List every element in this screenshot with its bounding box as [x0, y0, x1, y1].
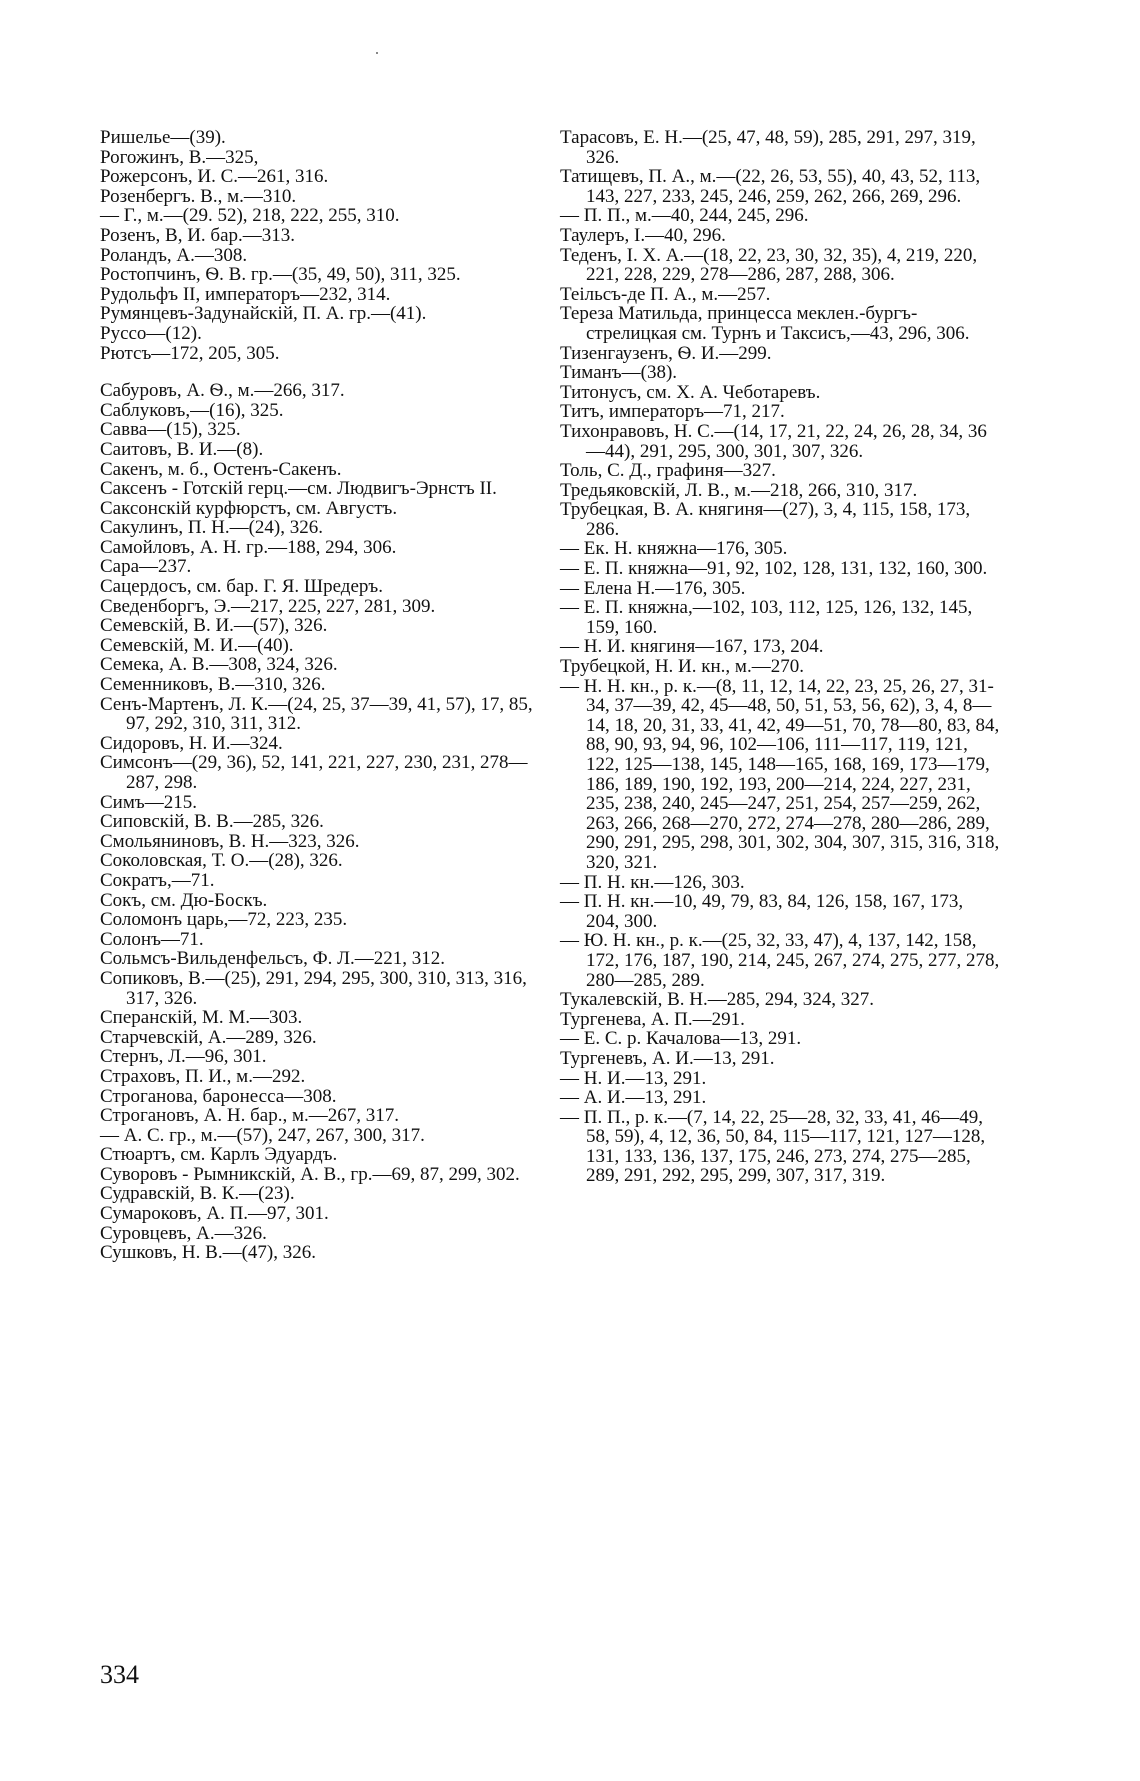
index-column-right [560, 128, 1000, 1186]
index-entry: Тереза Матильда, принцесса меклен.-бургъ-стрелицкая см. Турнъ и Таксисъ,—43, 296, 306. [560, 303, 970, 344]
index-entry: Рудольфъ II, императоръ—232, 314. [100, 283, 391, 305]
index-entry: Саксенъ - Готскій герц.—см. Людвигъ-Эрнстъ II. [100, 478, 497, 500]
index-entry: Румянцевъ-Задунайскій, П. А. гр.—(41). [100, 303, 427, 325]
index-entry: Тургенева, А. П.—291. [560, 1008, 745, 1030]
page-number: 334 [100, 1660, 139, 1689]
index-entry: Толь, С. Д., графиня—327. [560, 460, 776, 482]
index-entry: — Г., м.—(29. 52), 218, 222, 255, 310. [100, 205, 400, 227]
index-entry: Сольмсъ-Вильденфельсъ, Ф. Л.—221, 312. [100, 948, 445, 970]
index-entry: Трубецкой, Н. И. кн., м.—270. [560, 656, 804, 678]
index-entry: Солонъ—71. [100, 928, 204, 950]
index-entry: Суровцевъ, А.—326. [100, 1222, 267, 1244]
index-entry: Стернъ, Л.—96, 301. [100, 1046, 267, 1068]
index-entry: — Е. П. княжна—91, 92, 102, 128, 131, 132, 160, 300. [560, 558, 988, 580]
index-entry: Тредьяковскій, Л. В., м.—218, 266, 310, 317. [560, 479, 918, 501]
index-entry: Симсонъ—(29, 36), 52, 141, 221, 227, 230, 231, 278—287, 298. [100, 752, 528, 793]
index-entry: — П. Н. кн.—10, 49, 79, 83, 84, 126, 158, 167, 173, 204, 300. [560, 891, 964, 932]
index-entry: Самойловъ, А. Н. гр.—188, 294, 306. [100, 536, 397, 558]
index-entry: Сведенборгъ, Э.—217, 225, 227, 281, 309. [100, 595, 436, 617]
index-entry: Саитовъ, В. И.—(8). [100, 438, 264, 460]
index-entry: Судравскій, В. К.—(23). [100, 1183, 295, 1205]
index-entry: Рогожинъ, В.—325, [100, 146, 259, 168]
index-entry: Сопиковъ, В.—(25), 291, 294, 295, 300, 310, 313, 316, 317, 326. [100, 967, 527, 1009]
index-entry: Старчевскій, А.—289, 326. [100, 1026, 317, 1048]
index-entry: Семенниковъ, В.—310, 326. [100, 674, 326, 696]
index-entry: Саксонскій курфюрстъ, см. Августъ. [100, 497, 398, 519]
index-entry: Рютсъ—172, 205, 305. [100, 342, 280, 364]
index-entry: Татищевъ, П. А., м.—(22, 26, 53, 55), 40, 43, 52, 113, 143, 227, 233, 245, 246, 259, 262, 266, 269, 296. [560, 166, 981, 207]
index-entry: Сиповскій, В. В.—285, 326. [100, 811, 324, 833]
index-entry: Тукалевскій, В. Н.—285, 294, 324, 327. [560, 989, 874, 1011]
index-column-left [100, 128, 540, 1263]
index-entry: Трубецкая, В. А. княгиня—(27), 3, 4, 115, 158, 173, 286. [560, 499, 971, 540]
index-entry: — Е. С. р. Качалова—13, 291. [560, 1028, 802, 1050]
index-entry: Ростопчинъ, Ѳ. В. гр.—(35, 49, 50), 311, 325. [100, 264, 461, 286]
speck [376, 52, 378, 54]
index-entry: Тихонравовъ, Н. С.—(14, 17, 21, 22, 24, 26, 28, 34, 36—44), 291, 295, 300, 301, 307, 326. [560, 420, 987, 462]
index-entry: — А. И.—13, 291. [560, 1087, 707, 1109]
index-entry: Страховъ, П. И., м.—292. [100, 1065, 306, 1087]
index-entry: Розенбергъ. В., м.—310. [100, 185, 297, 207]
index-entry: Таулеръ, I.—40, 296. [560, 224, 726, 246]
index-entry: — Н. И. княгиня—167, 173, 204. [560, 636, 824, 658]
index-entry: Сакулинъ, П. Н.—(24), 326. [100, 517, 323, 539]
index-entry: Соломонъ царь,—72, 223, 235. [100, 909, 348, 931]
index-entry: Сацердосъ, см. бар. Г. Я. Шредеръ. [100, 576, 383, 598]
index-entry: — Елена Н.—176, 305. [560, 577, 746, 599]
index-entry: — Н. Н. кн., р. к.—(8, 11, 12, 14, 22, 23, 25, 26, 27, 31- 34, 37—39, 42, 45—48, 50, 51, 53, 56, 62), 3, 4, 8—14, 18, 20, 31, 33, 41, 42, 49—51, 70, 78—80, 83, 84, 88, 90, 93, 94, 96, 102—106, 111—117, 119, 121, 122, 125—138, 145, 148—165, 168, 169, 173—179, 186, 189, 190, 192, 193, 200—214, 224, 227, 231, 235, 238, 240, 245—247, 251, 254, 257—259, 262, 263, 266, 268—270, 272, 274—278, 280—286, 289, 290, 291, 295, 298, 301, 302, 304, 307, 315, 316, 318, 320, 321. [560, 675, 1000, 873]
index-entry: Строгановъ, А. Н. бар., м.—267, 317. [100, 1105, 399, 1127]
index-entry: Соколовская, Т. О.—(28), 326. [100, 850, 343, 872]
index-entry: Суворовъ - Рымникскій, А. В., гр.—69, 87, 299, 302. [100, 1163, 520, 1185]
index-entry: Ришелье—(39). [100, 127, 226, 148]
index-entry: Строганова, баронесса—308. [100, 1085, 337, 1107]
index-entry: — Ю. Н. кн., р. к.—(25, 32, 33, 47), 4, 137, 142, 158, 172, 176, 187, 190, 214, 245, 267, 274, 275, 277, 278, 280—285, 289. [560, 930, 1000, 991]
index-entry: Сократъ,—71. [100, 869, 215, 891]
index-entry: — А. С. гр., м.—(57), 247, 267, 300, 317. [100, 1124, 425, 1146]
index-entry: Саблуковъ,—(16), 325. [100, 399, 284, 421]
index-entry: Титонусъ, см. X. А. Чеботаревъ. [560, 381, 821, 403]
index-entry: Семека, А. В.—308, 324, 326. [100, 654, 338, 676]
index-entry: Рожерсонъ, И. С.—261, 316. [100, 166, 329, 188]
index-entry: Сидоровъ, Н. И.—324. [100, 732, 283, 754]
index-entry: Титъ, императоръ—71, 217. [560, 401, 785, 423]
index-entry: — Н. И.—13, 291. [560, 1067, 707, 1089]
index-entry: Стюартъ, см. Карлъ Эдуардъ. [100, 1144, 338, 1166]
index-entry: — Ек. Н. княжна—176, 305. [560, 538, 788, 560]
index-entry: Сабуровъ, А. Ѳ., м.—266, 317. [100, 380, 345, 402]
index-entry: Тизенгаузенъ, Ѳ. И.—299. [560, 342, 772, 364]
index-entry: — П. Н. кн.—126, 303. [560, 871, 745, 893]
index-entry: Сумароковъ, А. П.—97, 301. [100, 1203, 329, 1225]
index-entry: Роландъ, А.—308. [100, 244, 248, 266]
index-entry: Смольяниновъ, В. Н.—323, 326. [100, 830, 360, 852]
index-entry: Розенъ, В, И. бар.—313. [100, 224, 296, 246]
index-entry: Симъ—215. [100, 791, 197, 813]
index-entry: Семевскій, М. И.—(40). [100, 634, 294, 656]
section-gap [100, 363, 540, 381]
index-entry: Сокъ, см. Дю-Боскъ. [100, 889, 268, 911]
index-entry: Теільсъ-де П. А., м.—257. [560, 283, 771, 305]
index-entry: Сушковъ, Н. В.—(47), 326. [100, 1242, 316, 1264]
index-entry: Руссо—(12). [100, 322, 202, 344]
index-entry: Тиманъ—(38). [560, 362, 678, 384]
index-entry: Сенъ-Мартенъ, Л. К.—(24, 25, 37—39, 41, 57), 17, 85, 97, 292, 310, 311, 312. [100, 693, 533, 735]
index-entry: — Е. П. княжна,—102, 103, 112, 125, 126, 132, 145, 159, 160. [560, 597, 973, 638]
index-entry: Теденъ, I. X. А.—(18, 22, 23, 30, 32, 35), 4, 219, 220, 221, 228, 229, 278—286, 287, 288, 306. [560, 244, 978, 286]
index-entry: — П. П., м.—40, 244, 245, 296. [560, 205, 809, 227]
index-entry: — П. П., р. к.—(7, 14, 22, 25—28, 32, 33, 41, 46—49, 58, 59), 4, 12, 36, 50, 84, 115—117, 121, 127—128, 131, 133, 136, 137, 175, 246, 273, 274, 275—285, 289, 291, 292, 295, 299, 307, 317, 319. [560, 1106, 986, 1187]
index-entry: Сакенъ, м. б., Остенъ-Сакенъ. [100, 458, 342, 480]
index-entry: Савва—(15), 325. [100, 419, 241, 441]
index-entry: Тургеневъ, А. И.—13, 291. [560, 1047, 775, 1069]
index-entry: Тарасовъ, Е. Н.—(25, 47, 48, 59), 285, 291, 297, 319, 326. [560, 127, 976, 168]
index-entry: Сара—237. [100, 556, 192, 578]
index-entry: Сперанскій, М. М.—303. [100, 1007, 303, 1029]
index-entry: Семевскій, В. И.—(57), 326. [100, 615, 328, 637]
